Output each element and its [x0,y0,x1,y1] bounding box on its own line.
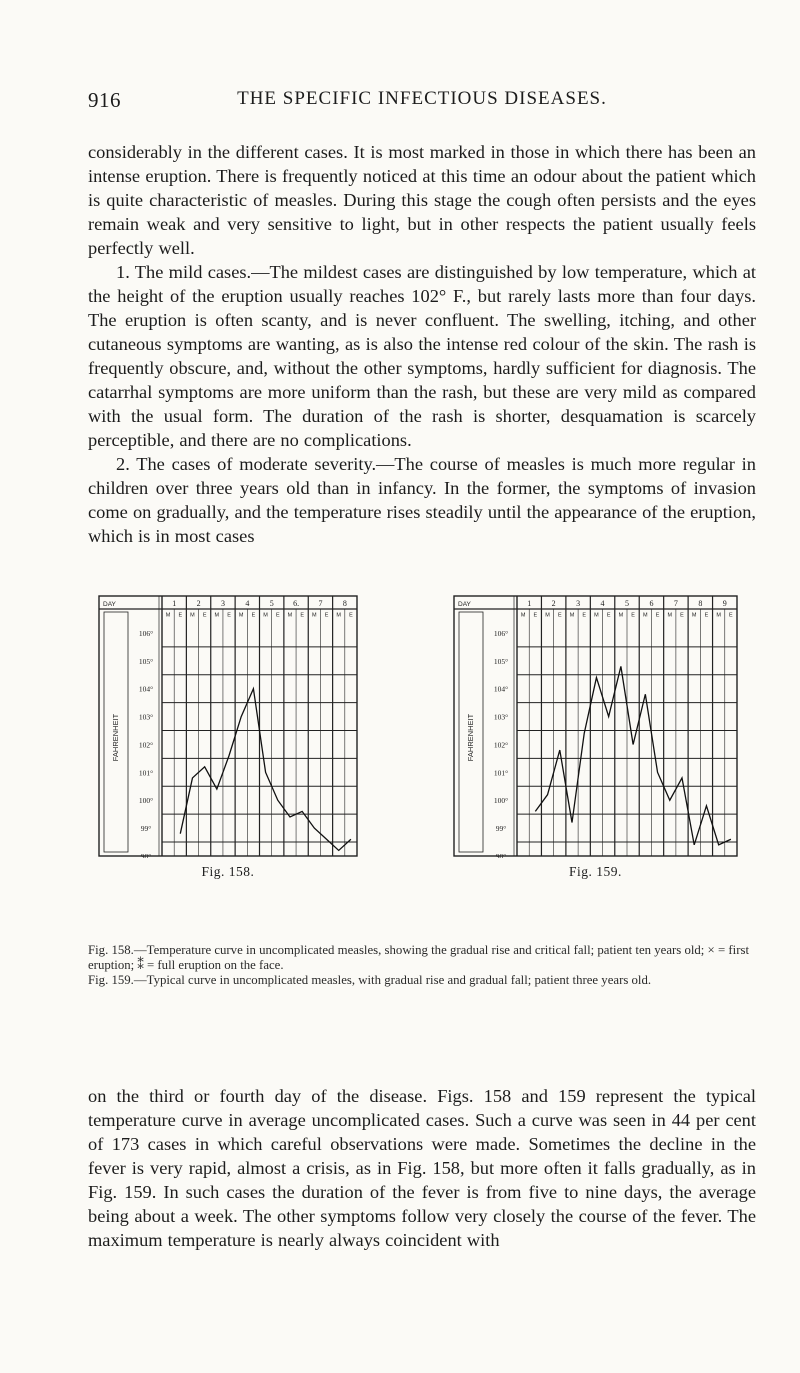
paragraph: 1. The mild cases.—The mildest cases are distinguished by low temperature, which at the height of the eruption usually reaches 102° F., but rarely lasts more than four days. The eruption is often scanty, and is never confluent. The swelling, itching, and other cutaneous symptoms are wanting, as is also the intense red colour of the skin. The rash is frequently obscure, and, without the other symptoms, hardly sufficient for diagnosis. The catarrhal symptoms are more uniform than the rash, but these are very mild as compared with the usual form. The duration of the rash is shorter, desquamation is scarcely perceptible, and there are no complications. [88,262,756,450]
slot-label: M [238,612,244,619]
page-number: 916 [88,88,121,112]
day-label: 9 [722,599,727,608]
slot-label: E [227,612,231,619]
temp-label: 106° [493,628,509,638]
temperature-chart-159 [453,590,738,858]
day-label: 1 [172,599,177,608]
slot-label: E [202,612,207,619]
paragraph: 2. The cases of moderate severity.—The course of measles is much more regular in children over three years old than in infancy. In the former, the symptoms of invasion come on gradually, and the temperature rises steadily until the appearance of the eruption, which is in most cases [88,454,756,546]
running-title: THE SPECIFIC INFECTIOUS DISEASES. [237,88,607,109]
slot-label: E [275,612,280,619]
slot-label: E [557,612,562,619]
slot-label: M [520,612,526,619]
slot-label: E [533,612,538,619]
figure-captions [88,943,756,988]
day-label: 7 [673,599,678,608]
day-label: 1 [527,599,532,608]
slot-label: M [569,612,575,619]
slot-label: E [631,612,635,619]
day-label: 5 [625,599,629,608]
temp-label: 102° [493,740,509,750]
temp-label: 101° [138,768,154,778]
temp-label: 103° [138,712,154,722]
paragraph: on the third or fourth day of the disease. Figs. 158 and 159 represent the typical temperature curve in average uncomplicated cases. Such a curve was seen in 44 per cent of 173 cases in which careful observations were made. Sometimes the decline in the fever is very rapid, almost a crisis, as in Fig. 158, but more often it falls gradually, as in Fig. 159. In such cases the duration of the fever is from five to nine days, the average being about a week. The other symptoms follow very closely the course of the fever. The maximum temperature is nearly always coincident with [88,1086,756,1250]
day-label: 7 [318,599,323,608]
axis-label: FAHRENHEIT [466,713,475,762]
paragraph: considerably in the different cases. It is most marked in those in which there has been an intense eruption. There is frequently noticed at this time an odour about the patient which is quite characteristic of measles. During this stage the cough often persists and the eyes remain weak and very sensitive to light, but in other respects the patient usually feels perfectly well. [88,142,756,258]
slot-label: M [263,612,268,619]
slot-label: M [545,612,550,619]
slot-label: E [300,612,304,619]
day-label: 3 [576,599,581,608]
body-text-bottom [88,1084,756,1252]
slot-label: M [336,612,342,619]
slot-label: E [178,612,183,619]
temp-label: 100° [138,796,154,806]
slot-label: M [643,612,648,619]
day-label: 6 [649,599,654,608]
temp-label: 104° [138,684,154,694]
day-header: DAY [103,601,116,608]
caption: Fig. 158.—Temperature curve in uncomplicated measles, showing the gradual rise and critical fall; patient ten years old; × = first eruption; ⁑ = full eruption on the face. [88,943,750,972]
day-label: 8 [698,599,703,608]
day-label: 6. [293,599,300,608]
figure-158 [98,590,358,880]
temp-label: 98° [140,852,152,858]
slot-label: E [655,612,660,619]
slot-label: M [312,612,317,619]
slot-label: M [165,612,171,619]
temp-label: 106° [138,628,154,638]
axis-label: FAHRENHEIT [111,713,120,762]
temp-label: 103° [493,712,509,722]
day-label: 8 [342,599,347,608]
slot-label: E [582,612,587,619]
temp-label: 101° [493,768,509,778]
body-text-top [88,140,756,548]
temperature-chart-158 [98,590,358,858]
day-label: 4 [600,599,605,608]
slot-label: M [667,612,673,619]
figure-159 [453,590,738,880]
temperature-curve [180,689,351,851]
caption: Fig. 159.—Typical curve in uncomplicated measles, with gradual rise and gradual fall; patient three years old. [88,973,652,987]
temp-label: 104° [493,684,509,694]
day-label: 3 [220,599,225,608]
slot-label: E [349,612,353,619]
slot-label: E [251,612,256,619]
day-label: 4 [245,599,250,608]
slot-label: M [691,612,697,619]
slot-label: E [680,612,684,619]
day-header: DAY [458,601,471,608]
slot-label: M [190,612,195,619]
temp-label: 98° [495,852,507,858]
slot-label: M [716,612,721,619]
slot-label: M [287,612,293,619]
temp-label: 105° [493,656,509,666]
slot-label: E [729,612,733,619]
day-label: 2 [551,599,556,608]
day-label: 2 [196,599,201,608]
temperature-curve [535,666,731,844]
slot-label: M [214,612,220,619]
temp-label: 99° [140,824,152,834]
figure-label: Fig. 158. [201,864,255,879]
temp-label: 99° [495,824,507,834]
figure-label: Fig. 159. [569,864,622,879]
slot-label: E [324,612,329,619]
slot-label: E [704,612,709,619]
slot-label: M [594,612,599,619]
day-label: 5 [269,599,274,608]
chart-frame [99,596,357,856]
slot-label: M [618,612,624,619]
slot-label: E [606,612,611,619]
figures [98,590,738,930]
temp-label: 100° [493,796,509,806]
page-header [88,88,756,118]
temp-label: 102° [138,740,154,750]
temp-label: 105° [138,656,154,666]
